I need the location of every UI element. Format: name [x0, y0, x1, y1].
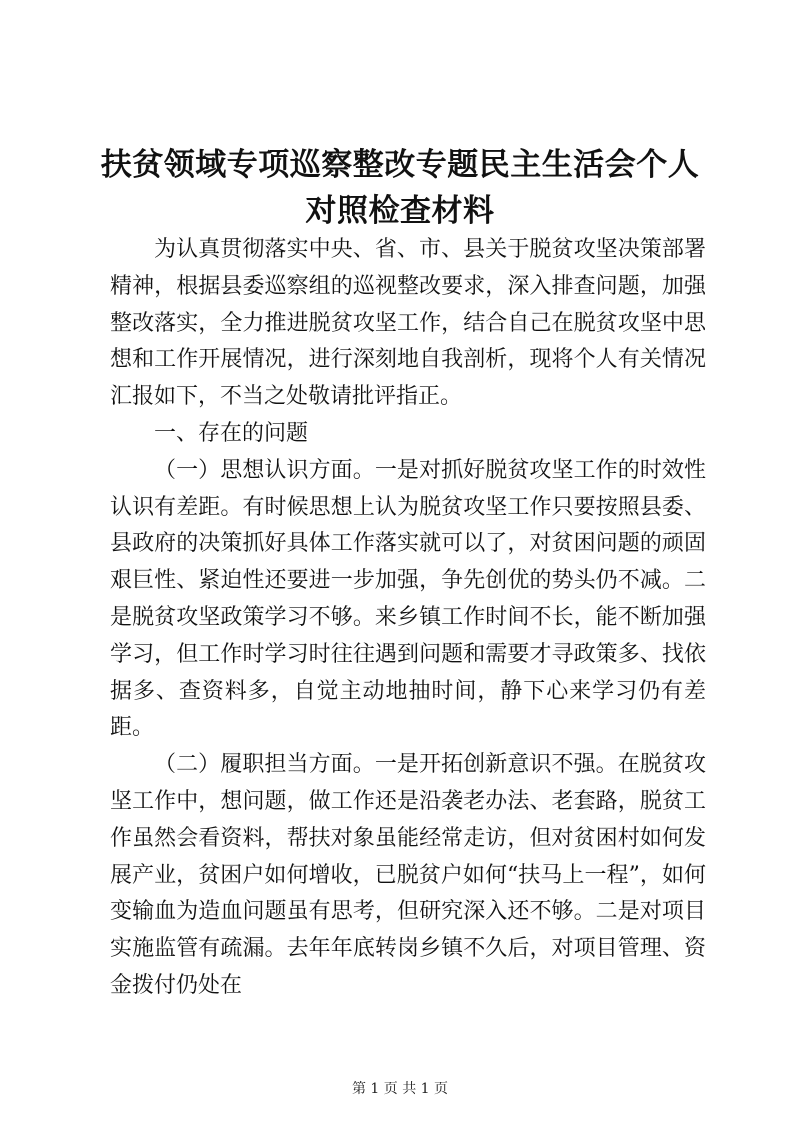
page-number-footer: 第 1 页 共 1 页 [351, 1081, 449, 1097]
document-body [110, 232, 706, 1005]
document-title: 扶贫领域专项巡察整改专题民主生活会个人对照检查材料 [100, 147, 700, 229]
section-2-paragraph: （二）履职担当方面。一是开拓创新意识不强。在脱贫攻坚工作中，想问题，做工作还是沿袭老办法、老套路，脱贫工作虽然会看资料，帮扶对象虽能经常走访，但对贫困村如何发展产业，贫困户如何增收，已脱贫户如何“扶马上一程”，如何变输血为造血问题虽有思考，但研究深入还不够。二是对项目实施监管有疏漏。去年年底转岗乡镇不久后，对项目管理、资金拨付仍处在 [110, 752, 706, 998]
section-heading: 一、存在的问题 [154, 420, 309, 446]
intro-paragraph: 为认真贯彻落实中央、省、市、县关于脱贫攻坚决策部署精神，根据县委巡察组的巡视整改要求，深入排查问题，加强整改落实，全力推进脱贫攻坚工作，结合自己在脱贫攻坚中思想和工作开展情况，进行深刻地自我剖析，现将个人有关情况汇报如下，不当之处敬请批评指正。 [110, 237, 706, 410]
section-1-paragraph: （一）思想认识方面。一是对抓好脱贫攻坚工作的时效性认识有差距。有时候思想上认为脱贫攻坚工作只要按照县委、县政府的决策抓好具体工作落实就可以了，对贫困问题的顽固艰巨性、紧迫性还要进一步加强，争先创优的势头仍不减。二是脱贫攻坚政策学习不够。来乡镇工作时间不长，能不断加强学习，但工作时学习时往往遇到问题和需要才寻政策多、找依据多、查资料多，自觉主动地抽时间，静下心来学习仍有差距。 [110, 457, 706, 741]
